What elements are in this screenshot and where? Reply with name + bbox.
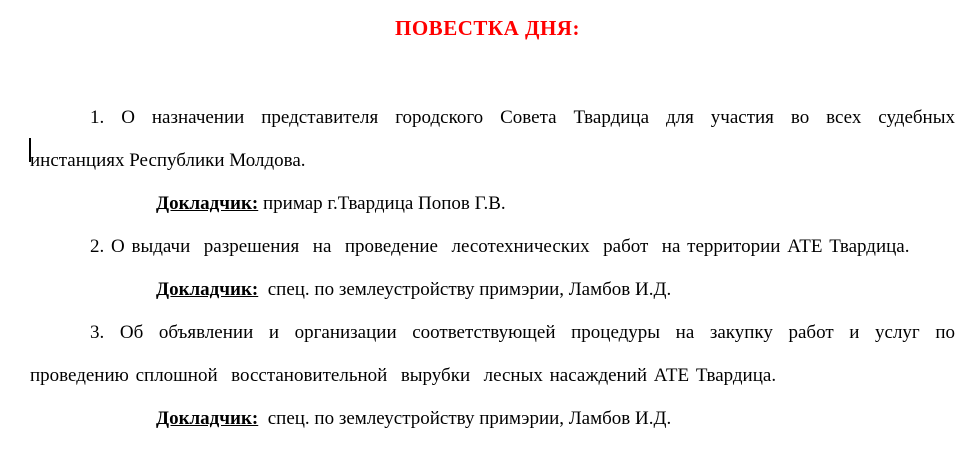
- document-title: ПОВЕСТКА ДНЯ:: [395, 16, 580, 40]
- reporter-label: Докладчик:: [156, 193, 259, 214]
- reporter-label: Докладчик:: [156, 279, 259, 300]
- agenda-item-2-reporter: [30, 268, 955, 311]
- document-body: [30, 96, 955, 440]
- reporter-label: Докладчик:: [156, 408, 259, 429]
- agenda-item-3-line-2: проведению сплошной восстановительной вырубки лесных насаждений АТЕ Твардица.: [30, 365, 777, 386]
- reporter-text: примар г.Твардица Попов Г.В.: [258, 193, 506, 214]
- agenda-item-1-reporter: [30, 182, 955, 225]
- agenda-item-3-line-1: 3. Об объявлении и организации соответствующей процедуры на закупку работ и услуг по: [90, 322, 955, 343]
- reporter-text: спец. по землеустройству примэрии, Ламбов И.Д.: [258, 279, 672, 300]
- agenda-item-2-line-1: 2. О выдачи разрешения на проведение лесотехнических работ на территории АТЕ Твардица.: [90, 236, 910, 257]
- agenda-item-1-line-1: 1. О назначении представителя городского Совета Твардица для участия во всех судебных: [90, 107, 955, 128]
- agenda-item-1-line-2: инстанциях Республики Молдова.: [30, 150, 306, 171]
- reporter-text: спец. по землеустройству примэрии, Ламбов И.Д.: [258, 408, 672, 429]
- agenda-item-3-reporter: [30, 397, 955, 440]
